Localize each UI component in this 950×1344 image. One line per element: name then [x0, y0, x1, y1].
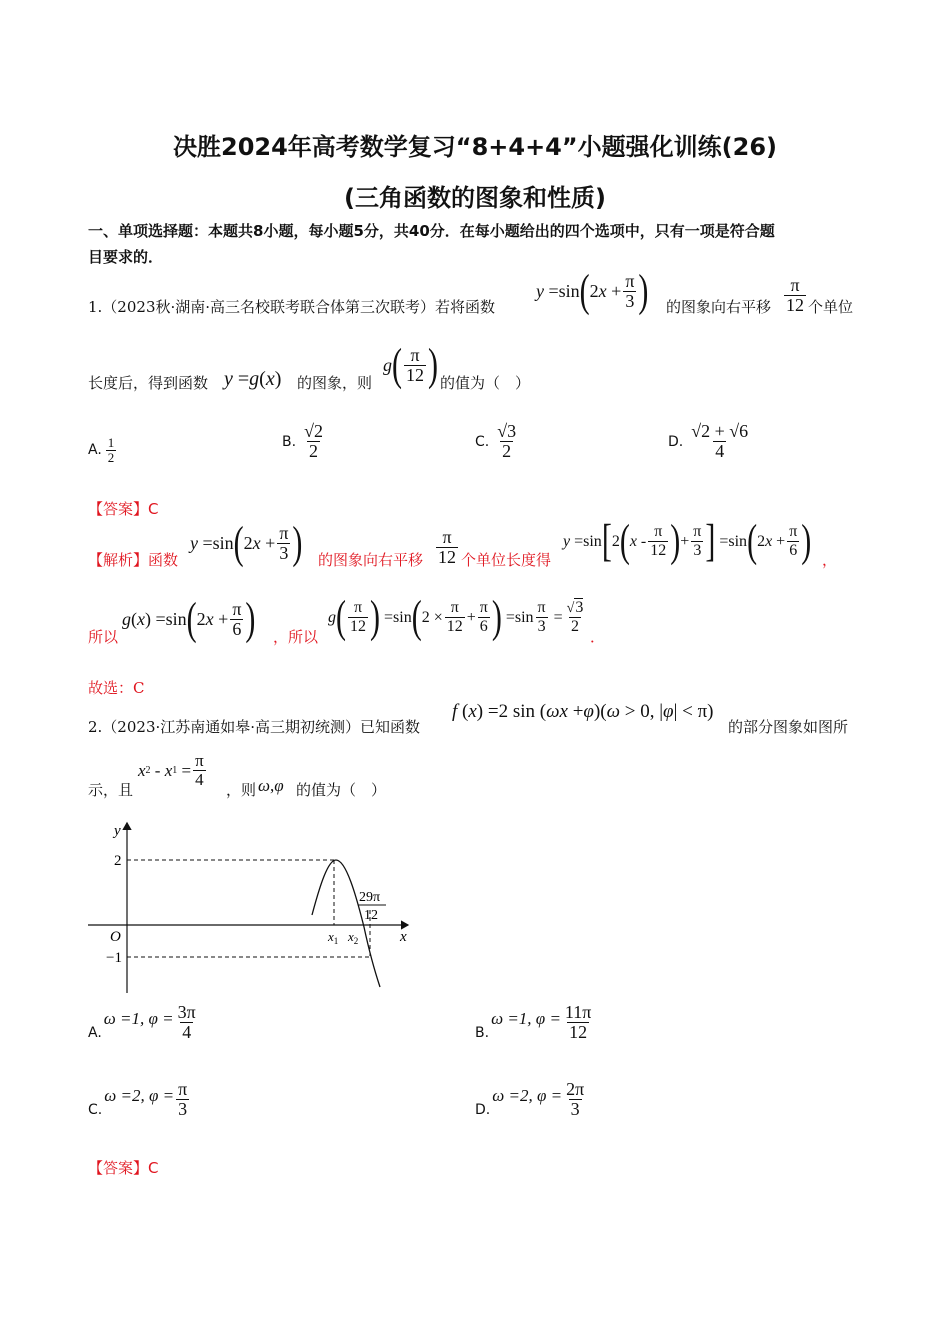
- q1-g-value: g ( $\frac{\pi}{12}$ ): [383, 340, 438, 390]
- q2-line2-a: 示，且: [88, 781, 134, 799]
- q1-g-compute: g ( $\frac{\pi}{12}$ ) =sin ( 2 × $\frac{\pi}{12}$ + $\frac{\pi}{6}$ ) =sin $\frac{\pi}{3}$ = $\frac{√3}{2}$: [328, 592, 584, 642]
- option-label: C.: [88, 1101, 103, 1118]
- q1-conclusion: 故选：C: [88, 679, 145, 697]
- option-num: 2π: [566, 1079, 585, 1099]
- option-num: 3π: [177, 1002, 196, 1022]
- q1-gx: g ( x ) =sin ( 2 x + $\frac{\pi}{6}$ ): [122, 594, 256, 644]
- q2-suffix: 的部分图象如图所: [728, 718, 849, 736]
- q1-line2-b: 的图象，则: [297, 374, 373, 392]
- option-num: 1: [107, 435, 115, 450]
- option-num: √3: [497, 421, 517, 441]
- option-lhs: ω =1, φ =: [491, 1008, 561, 1028]
- q1-mid: 的图象向右平移: [666, 298, 772, 316]
- option-den: 2: [502, 440, 512, 461]
- y-tick-2: 2: [114, 853, 122, 869]
- q2-option-a[interactable]: [88, 1003, 200, 1043]
- q1-analysis-shift-text: 的图象向右平移: [318, 551, 424, 569]
- option-label: D.: [668, 433, 684, 450]
- section-header-2: 目要求的．: [88, 248, 164, 266]
- q1-shift: $\frac{\pi}{12}$: [786, 275, 804, 315]
- q2-params: ω,φ: [258, 776, 284, 795]
- doc-title: 决胜2024年高考数学复习“8+4+4”小题强化训练(26): [173, 133, 777, 161]
- option-den: 2: [107, 449, 115, 465]
- answer-value: C: [148, 1159, 159, 1177]
- q2-option-b[interactable]: [475, 1003, 595, 1043]
- y-tick-neg1: −1: [106, 950, 122, 966]
- q1-gfunc: y =g(x): [224, 368, 282, 390]
- q1-so-a: 所以: [88, 628, 119, 646]
- option-den: 3: [178, 1098, 188, 1119]
- analysis-tag: 【解析】: [88, 551, 149, 569]
- option-label: C.: [475, 433, 490, 450]
- q1-option-a[interactable]: [88, 436, 118, 465]
- option-num: π: [178, 1079, 188, 1099]
- q1-analysis-func: y =sin ( 2 x + $\frac{\pi}{3}$ ): [190, 518, 303, 568]
- q1-analysis-result: y =sin [ 2 ( x - $\frac{\pi}{12}$ ) + $\frac{\pi}{3}$ ] =sin ( 2 x + $\frac{\pi}{6}$ ): [563, 516, 812, 566]
- q1-option-c[interactable]: [475, 422, 520, 462]
- q1-analysis-c: 个单位长度得: [461, 551, 552, 569]
- option-num: 11π: [564, 1002, 592, 1022]
- option-label: B.: [282, 433, 297, 450]
- answer-tag: 【答案】: [88, 1159, 149, 1177]
- q2-line2-b: ，则: [226, 781, 257, 799]
- q2-answer: [88, 1157, 159, 1178]
- option-label: D.: [475, 1101, 491, 1118]
- option-den: 12: [569, 1021, 588, 1042]
- option-den: 2: [309, 440, 318, 461]
- analysis-text: 函数: [148, 551, 179, 569]
- x-label: x: [400, 929, 407, 945]
- q2-option-d[interactable]: [475, 1080, 588, 1120]
- option-num: √2 + √6: [691, 421, 749, 441]
- y-label: y: [114, 823, 121, 839]
- q1-prefix: 1.（2023秋·湖南·高三名校联考联合体第三次联考）若将函数: [88, 298, 496, 316]
- q1-option-b[interactable]: [282, 422, 327, 462]
- x2-label: $x_2$: [348, 929, 359, 946]
- option-lhs: ω =1, φ =: [103, 1008, 174, 1028]
- frac-num: 29π: [359, 890, 381, 905]
- q1-suffix: 个单位: [808, 298, 854, 316]
- q1-analysis-comma: ，: [822, 551, 838, 569]
- q1-answer: [88, 498, 159, 519]
- q2-line2-c: 的值为（ ）: [296, 781, 387, 799]
- section-header-1: 一、单项选择题：本题共8小题，每小题5分，共40分．在每小题给出的四个选项中，只有一项是符合题: [88, 222, 775, 240]
- q1-option-d[interactable]: [668, 422, 752, 462]
- option-label: A.: [88, 1024, 102, 1041]
- q2-prefix: 2.（2023·江苏南通如皋·高三期初统测）已知函数: [88, 718, 421, 736]
- option-label: B.: [475, 1024, 490, 1041]
- option-lhs: ω =2, φ =: [104, 1085, 175, 1105]
- answer-tag: 【答案】: [88, 500, 149, 518]
- q1-function: y =sin ( 2 x + $\frac{\pi}{3}$ ): [536, 266, 649, 316]
- doc-subtitle: (三角函数的图象和性质): [344, 184, 606, 212]
- option-label: A.: [88, 442, 102, 459]
- origin-label: O: [110, 929, 121, 945]
- option-num: √2: [304, 421, 323, 441]
- answer-value: C: [148, 500, 159, 518]
- q2-option-c[interactable]: [88, 1080, 191, 1120]
- q1-analysis-tag: [88, 549, 178, 570]
- frac-den: 12: [364, 908, 378, 923]
- option-den: 3: [570, 1098, 580, 1119]
- q2-condition: x 2 - x 1 = $\frac{\pi}{4}$: [138, 751, 204, 789]
- q2-function: f (x) =2 sin (ωx +φ)(ω > 0, |φ| < π): [452, 701, 714, 722]
- option-den: 4: [715, 440, 725, 461]
- q1-analysis-shift: $\frac{\pi}{12}$: [438, 527, 456, 567]
- option-lhs: ω =2, φ =: [492, 1085, 563, 1105]
- q1-line2-c: 的值为（ ）: [440, 374, 531, 392]
- q1-so-b: ，所以: [273, 628, 319, 646]
- x1-label: $x_1$: [328, 929, 339, 946]
- sine-curve: [312, 860, 380, 987]
- option-den: 4: [182, 1021, 192, 1042]
- q1-so-end: ．: [590, 628, 606, 646]
- q1-line2-a: 长度后，得到函数: [88, 374, 209, 392]
- q2-graph: [80, 815, 420, 995]
